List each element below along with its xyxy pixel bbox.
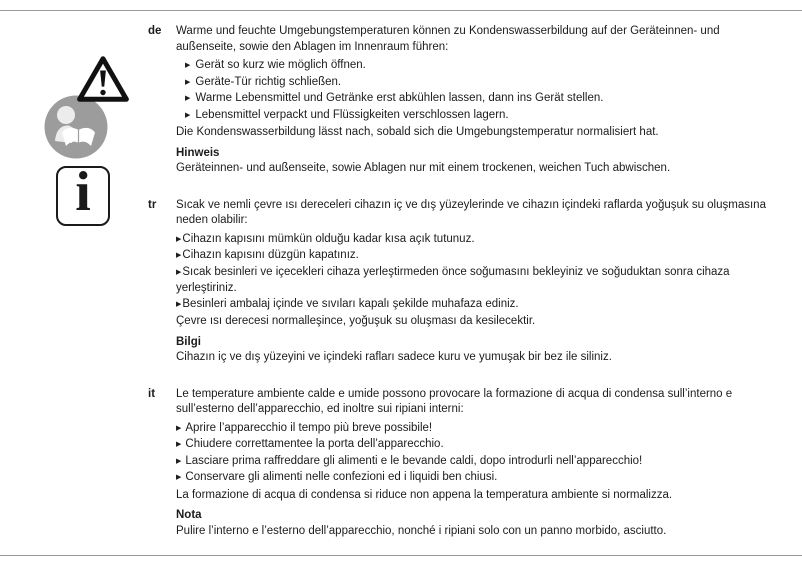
language-label: de [148,25,162,37]
bullet-item [176,421,772,438]
bullet-text: Aprire l’apparecchio il tempo più breve possibile! [185,421,433,434]
section-body [176,24,772,177]
warning-triangle-icon [76,54,130,107]
bullet-text: Cihazın kapısını düzgün kapatınız. [182,249,359,261]
bullet-arrow-icon: ▶ [176,424,182,432]
bullet-list [176,232,772,314]
language-label: tr [148,198,157,211]
bullet-item [185,75,772,92]
note-text: Geräteinnen- und außenseite, sowie Ablagen nur mit einem trockenen, weichen Tuch abwischen. [176,162,671,174]
note-title: Nota [176,509,202,521]
section-tr [148,198,772,366]
intro-text: Le temperature ambiente calde e umide possono provocare la formazione di acqua di condensa sull’interno e sull’esterno dell’apparecchio, ed inoltre sui ripiani interni: [176,387,733,415]
content-area [148,24,772,560]
bullet-text: Lasciare prima raffreddare gli alimenti e le bevande caldi, dopo introdurli nell’apparecchio! [185,454,643,467]
section-body [176,387,772,540]
bullet-arrow-icon: ▶ [185,62,191,69]
section-it [148,387,772,540]
bullet-item [176,437,772,454]
bullet-text: Warme Lebensmittel und Getränke erst abkühlen lassen, dann ins Gerät stellen. [195,92,604,104]
outro-text: Çevre ısı derecesi normalleşince, yoğuşuk su oluşması da kesilecektir. [176,315,536,327]
outro-text: Die Kondenswasserbildung lässt nach, sobald sich die Umgebungstemperatur normalisiert hat. [176,126,659,138]
bullet-list [176,58,772,124]
note-text: Pulire l’interno e l’esterno dell’apparecchio, nonché i ripiani solo con un panno morbido, asciutto. [176,524,667,537]
info-icon-glyph: i [75,161,91,223]
bullet-arrow-icon: ▶ [185,78,191,86]
bullet-text: Geräte-Tür richtig schließen. [195,75,342,88]
bullet-text: Cihazın kapısını mümkün olduğu kadar kısa açık tutunuz. [182,232,475,245]
bullet-arrow-icon: ▶ [176,300,182,308]
intro-text: Warme und feuchte Umgebungstemperaturen können zu Kondenswasserbildung auf der Geräteinnen- und außenseite, sowie den Ablagen im Innenraum führen: [176,25,720,53]
bullet-item [176,470,772,487]
bullet-arrow-icon: ▶ [176,268,182,276]
icon-column [40,54,135,234]
intro-text: Sıcak ve nemli çevre ısı dereceleri cihazın iç ve dış yüzeylerinde ve cihazın içindeki raflarda yoğuşuk su oluşmasına neden olabilir: [176,198,766,226]
note-title: Bilgi [176,335,201,348]
bullet-item [176,454,772,471]
bullet-arrow-icon: ▶ [176,252,182,259]
note-text: Cihazın iç ve dış yüzeyini ve içindeki rafları sadece kuru ve yumuşak bir bez ile siliniz. [176,351,612,363]
note-title: Hinweis [176,146,220,159]
bullet-item [185,108,772,125]
bullet-text: Gerät so kurz wie möglich öffnen. [195,59,366,71]
bullet-item [185,58,772,75]
section-de [148,24,772,177]
bullet-list [176,421,772,487]
language-label: it [148,387,156,400]
bullet-item [176,248,772,265]
bullet-text: Conservare gli alimenti nelle confezioni ed i liquidi ben chiusi. [185,471,498,483]
bullet-text: Chiudere correttamentee la porta dell’apparecchio. [185,438,444,450]
bullet-arrow-icon: ▶ [185,95,191,102]
bullet-text: Lebensmittel verpackt und Flüssigkeiten verschlossen lagern. [195,108,509,121]
bullet-arrow-icon: ▶ [176,441,182,448]
bullet-text: Besinleri ambalaj içinde ve sıvıları kapalı şekilde muhafaza ediniz. [182,297,519,310]
bullet-arrow-icon: ▶ [176,235,182,243]
outro-text: La formazione di acqua di condensa si riduce non appena la temperatura ambiente si normalizza. [176,488,673,501]
bullet-arrow-icon: ▶ [176,457,182,465]
section-body [176,198,772,366]
bullet-item [176,232,772,249]
bullet-text: Sıcak besinleri ve içecekleri cihaza yerleştirmeden önce soğumasını bekleyiniz ve soğuduktan sonra cihaza yerleştiriniz. [176,265,730,294]
bullet-item [185,91,772,108]
bullet-arrow-icon: ▶ [185,111,191,119]
bullet-arrow-icon: ▶ [176,474,182,481]
info-icon [56,161,110,226]
top-divider [0,10,802,11]
bullet-item [176,297,772,314]
bullet-item [176,265,772,297]
